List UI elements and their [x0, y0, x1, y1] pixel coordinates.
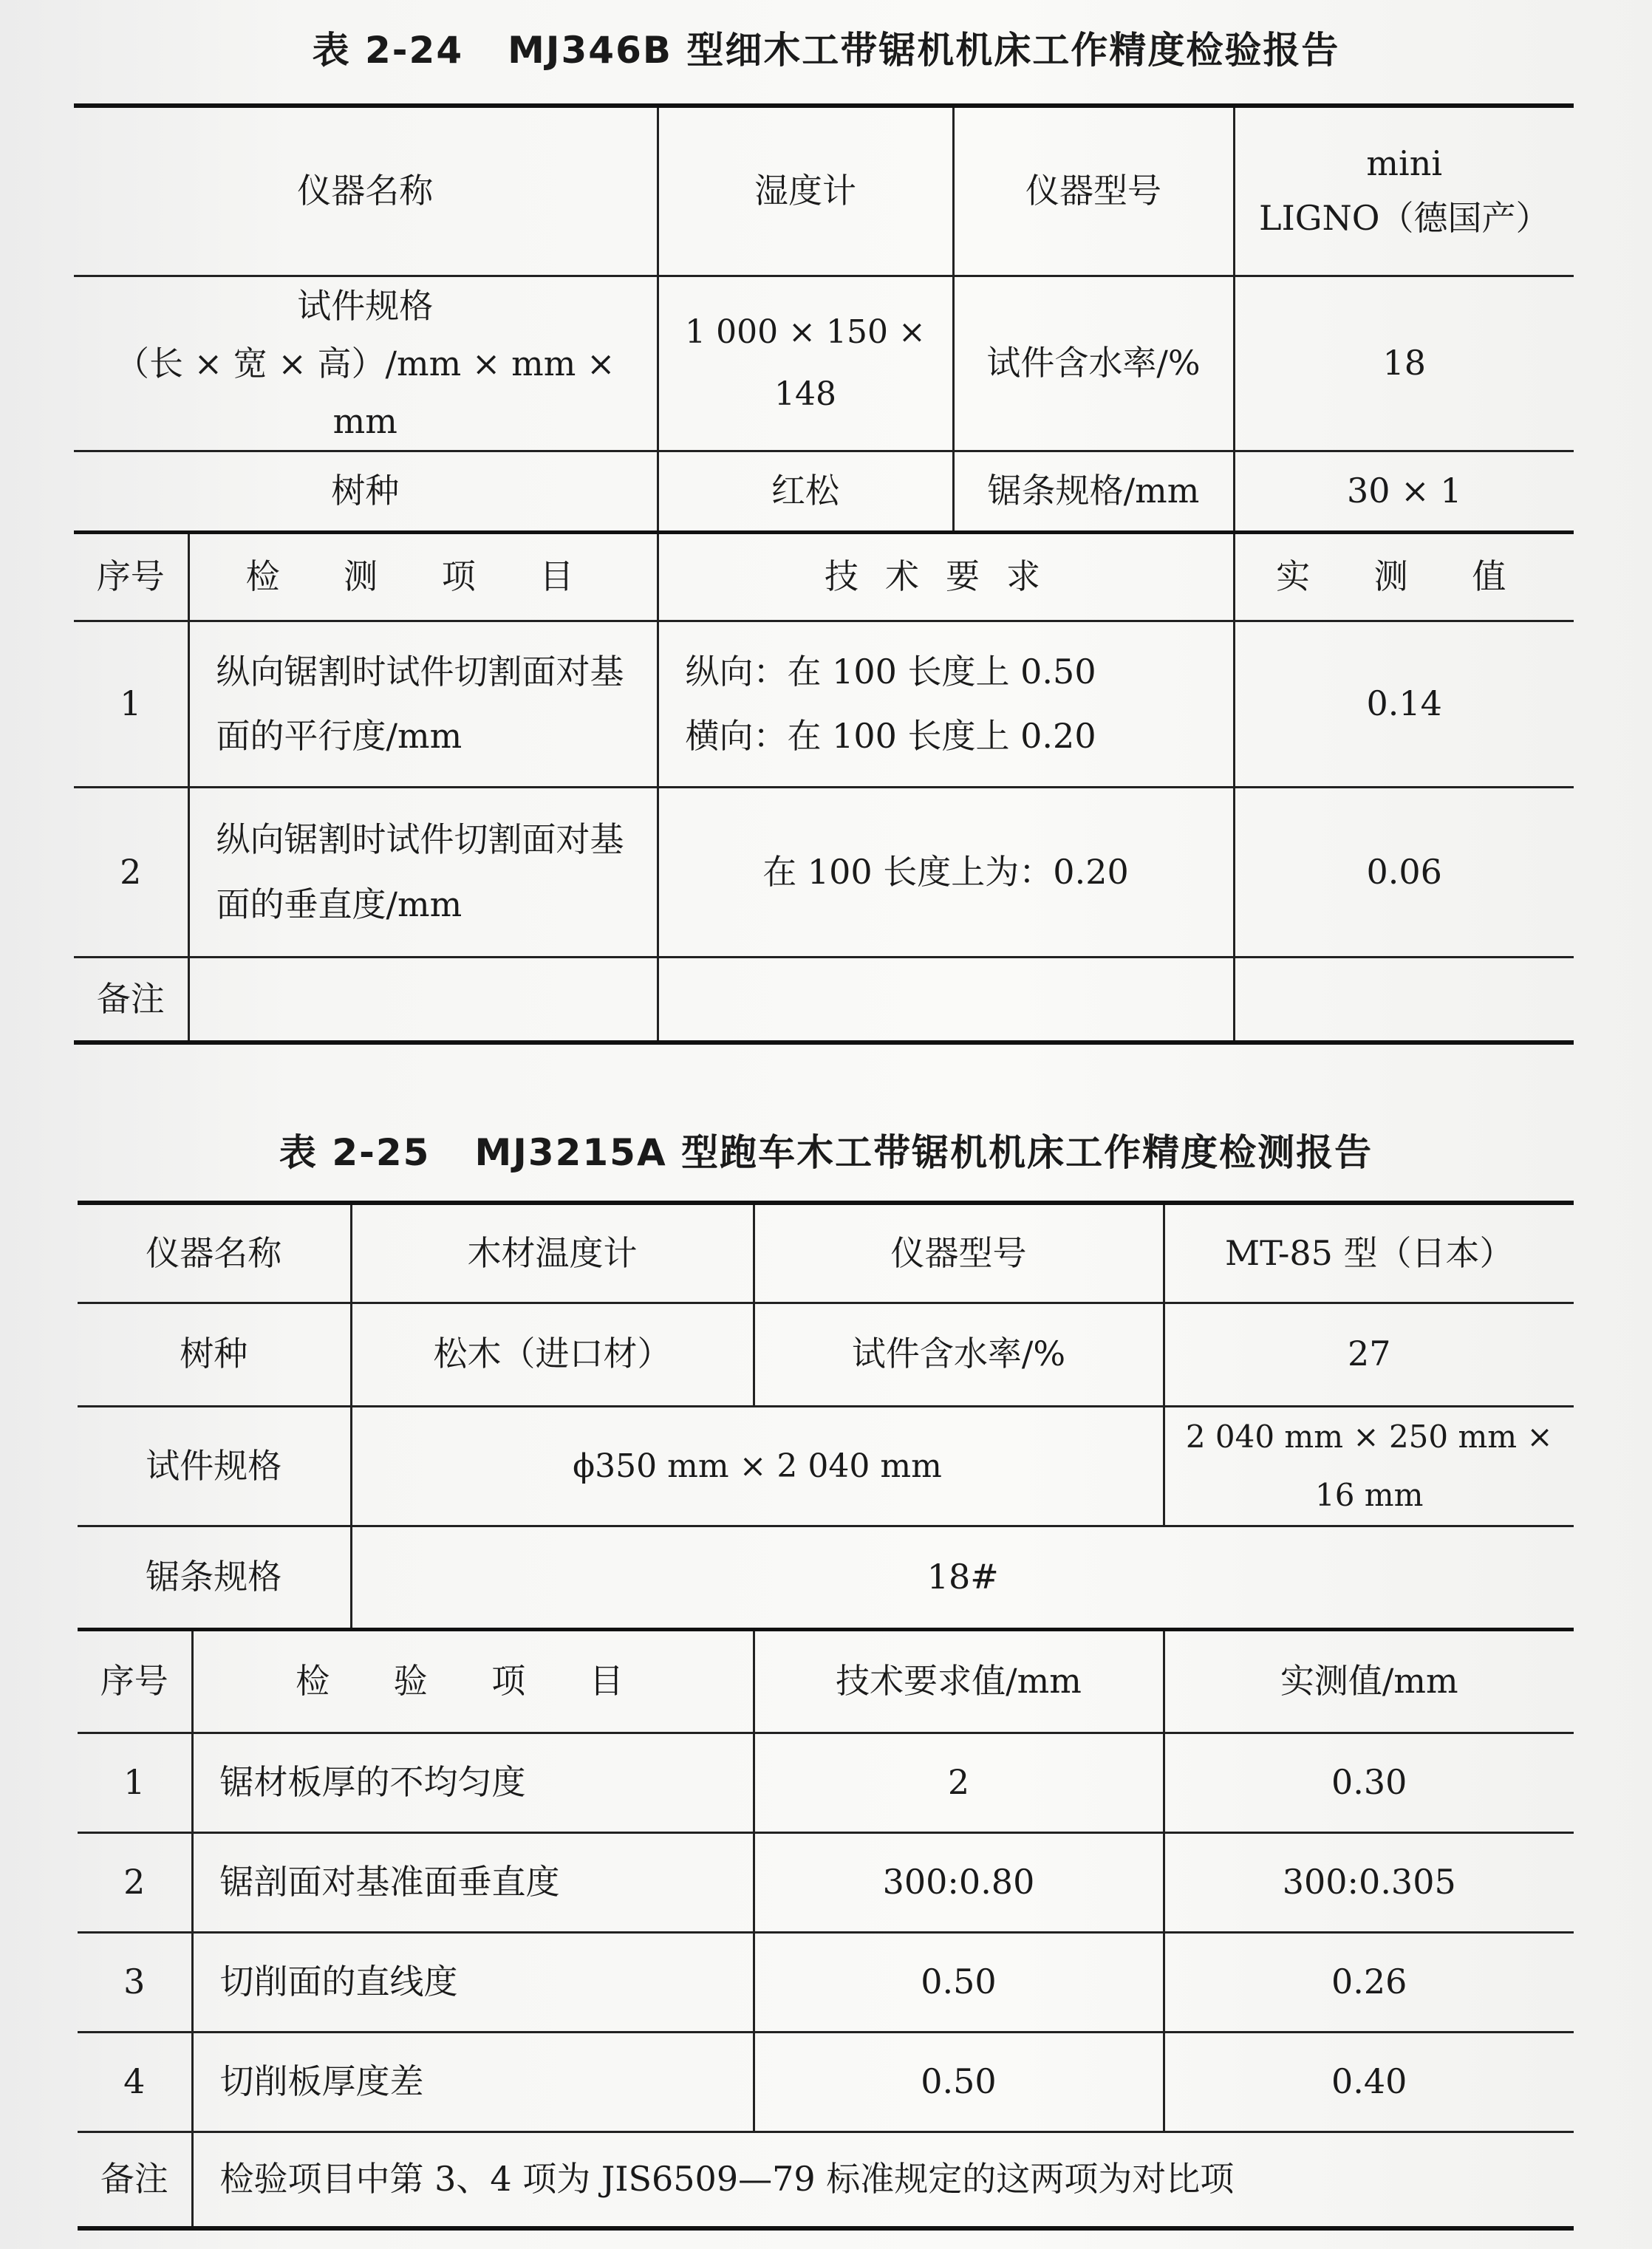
t2-remark-label: 备注: [78, 2132, 192, 2228]
table-row: [78, 1733, 1574, 1833]
t2-row3-no: 3: [78, 1933, 192, 2033]
t2-instrument-name: 木材温度计: [351, 1203, 754, 1303]
t1-header-no: 序号: [74, 533, 188, 621]
t2-row4-item: 切削板厚度差: [192, 2033, 754, 2132]
t2-moisture-label: 试件含水率/%: [754, 1303, 1164, 1406]
table1-caption: [0, 21, 1652, 74]
t1-row2-no: 2: [74, 788, 188, 958]
t1-model-line1: mini: [1366, 143, 1443, 184]
t1-moisture-value: 18: [1234, 276, 1574, 451]
t1-model-line2: LIGNO（德国产）: [1259, 197, 1550, 238]
t2-header-no: 序号: [78, 1630, 192, 1733]
table1-number: 表 2-24: [312, 29, 464, 72]
t2-blade-label: 锯条规格: [78, 1526, 351, 1630]
t2-header-item: 检 验 项 目: [192, 1630, 754, 1733]
t2-row4-no: 4: [78, 2033, 192, 2132]
t2-moisture-value: 27: [1164, 1303, 1574, 1406]
t1-instrument-name-label: 仪器名称: [74, 106, 658, 276]
t1-header-item: 检 测 项 目: [188, 533, 658, 621]
t1-header-measured: 实 测 值: [1234, 533, 1574, 621]
t2-header-measured: 实测值/mm: [1164, 1630, 1574, 1733]
t2-row2-item: 锯剖面对基准面垂直度: [192, 1833, 754, 1933]
t1-blade-value: 30 × 1: [1234, 451, 1574, 533]
t1-model-label: 仪器型号: [953, 106, 1234, 276]
t1-moisture-label: 试件含水率/%: [953, 276, 1234, 451]
table1: [74, 103, 1574, 1045]
t1-row2-item: 纵向锯割时试件切割面对基 面的垂直度/mm: [188, 788, 658, 958]
t2-spec-value2: 2 040 mm × 250 mm × 16 mm: [1164, 1406, 1574, 1526]
t1-spec-label: [74, 276, 658, 451]
t1-spec-label-line1: 试件规格: [297, 285, 434, 326]
t1-remark-blank-2: [1234, 958, 1574, 1042]
t1-row2-measured: 0.06: [1234, 788, 1574, 958]
t2-row1-no: 1: [78, 1733, 192, 1833]
t1-row1-requirement: 纵向：在 100 长度上 0.50 横向：在 100 长度上 0.20: [658, 621, 1234, 788]
t2-species-value: 松木（进口材）: [351, 1303, 754, 1406]
t2-spec-value1: ϕ350 mm × 2 040 mm: [351, 1406, 1164, 1526]
t1-species-label: 树种: [74, 451, 658, 533]
t1-spec-value: 1 000 × 150 × 148: [658, 276, 953, 451]
t2-spec-label: 试件规格: [78, 1406, 351, 1526]
t2-model-value: MT-85 型（日本）: [1164, 1203, 1574, 1303]
t2-header-requirement: 技术要求值/mm: [754, 1630, 1164, 1733]
table1-title: MJ346B 型细木工带锯机机床工作精度检验报告: [508, 29, 1340, 72]
table2-number: 表 2-25: [279, 1131, 431, 1174]
t2-row2-requirement: 300:0.80: [754, 1833, 1164, 1933]
table-row: [74, 621, 1574, 788]
table-row: [78, 1833, 1574, 1933]
t2-blade-value: 18#: [351, 1526, 1574, 1630]
t1-species-value: 红松: [658, 451, 953, 533]
t1-row1-no: 1: [74, 621, 188, 788]
t2-row3-requirement: 0.50: [754, 1933, 1164, 2033]
t1-row2-requirement: 在 100 长度上为：0.20: [658, 788, 1234, 958]
t2-species-label: 树种: [78, 1303, 351, 1406]
t2-row4-requirement: 0.50: [754, 2033, 1164, 2132]
t2-row1-item: 锯材板厚的不均匀度: [192, 1733, 754, 1833]
t1-model-value: [1234, 106, 1574, 276]
table2-caption: [0, 1123, 1652, 1176]
t1-row1-measured: 0.14: [1234, 621, 1574, 788]
t1-blade-label: 锯条规格/mm: [953, 451, 1234, 533]
t2-instrument-name-label: 仪器名称: [78, 1203, 351, 1303]
t1-instrument-name: 湿度计: [658, 106, 953, 276]
table-row: [74, 788, 1574, 958]
t2-model-label: 仪器型号: [754, 1203, 1164, 1303]
t2-row4-measured: 0.40: [1164, 2033, 1574, 2132]
t1-spec-label-line2: （长 × 宽 × 高）/mm × mm × mm: [115, 343, 615, 441]
t1-row1-item: 纵向锯割时试件切割面对基 面的平行度/mm: [188, 621, 658, 788]
t1-remark-blank-1: [658, 958, 1234, 1042]
table2: [78, 1201, 1574, 2231]
table-row: [78, 2033, 1574, 2132]
t2-row3-item: 切削面的直线度: [192, 1933, 754, 2033]
t2-row2-measured: 300:0.305: [1164, 1833, 1574, 1933]
t2-row2-no: 2: [78, 1833, 192, 1933]
t1-remark-label: 备注: [74, 958, 188, 1042]
table2-title: MJ3215A 型跑车木工带锯机机床工作精度检测报告: [474, 1131, 1373, 1174]
t2-remark: 检验项目中第 3、4 项为 JIS6509—79 标准规定的这两项为对比项: [192, 2132, 1574, 2228]
t1-remark: [188, 958, 658, 1042]
t1-header-requirement: 技术要求: [658, 533, 1234, 621]
t2-row1-measured: 0.30: [1164, 1733, 1574, 1833]
t2-row1-requirement: 2: [754, 1733, 1164, 1833]
t2-row3-measured: 0.26: [1164, 1933, 1574, 2033]
table-row: [78, 1933, 1574, 2033]
